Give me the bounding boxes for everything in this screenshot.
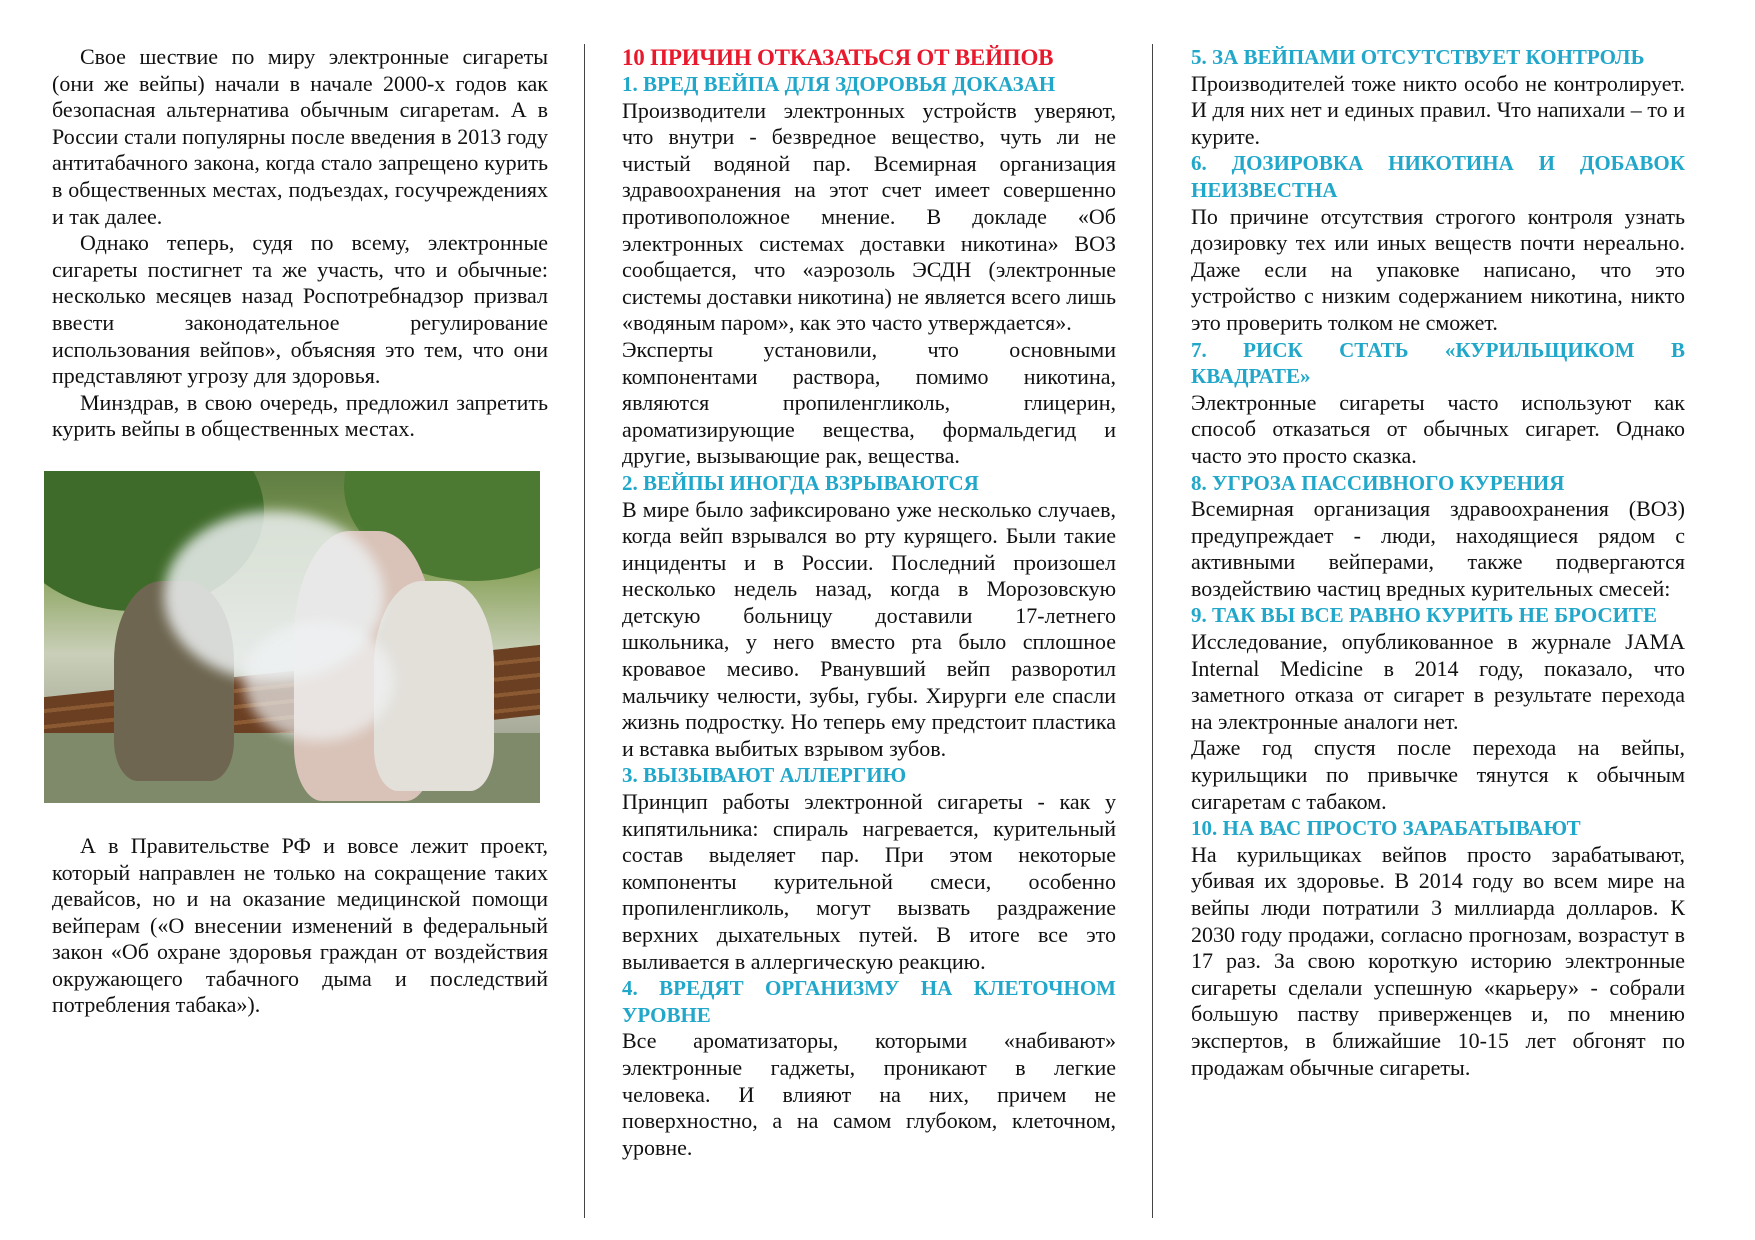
reason-10-heading: 10. НА ВАС ПРОСТО ЗАРАБАТЫВАЮТ [1191, 816, 1581, 841]
reason-9-text-2: Даже год спустя после перехода на вейпы, курильщики по привычке тянутся к обычным сигаретам с табаком. [1191, 735, 1685, 814]
main-title: 10 ПРИЧИН ОТКАЗАТЬСЯ ОТ ВЕЙПОВ [622, 45, 1054, 70]
reason-3-heading: 3. ВЫЗЫВАЮТ АЛЛЕРГИЮ [622, 763, 907, 788]
reason-1-text-2: Эксперты установили, что основными компонентами раствора, помимо никотина, являются пропиленгликоль, глицерин, ароматизирующие вещества, формальдегид и другие, вызывающие рак, вещества. [622, 336, 1116, 469]
vaping-people-photo [44, 471, 540, 803]
column-intro [52, 44, 548, 1019]
reason-7-heading: 7. РИСК СТАТЬ «КУРИЛЬЩИКОМ В КВАДРАТЕ» [1191, 337, 1685, 389]
intro-paragraph-4: А в Правительстве РФ и вовсе лежит проект, который направлен не только на сокращение таких девайсов, но и на оказание медицинской помощи вейперам («О внесении изменений в федеральный закон «Об охране здоровья граждан от воздействия окружающего табачного дыма и последствий потребления табака»). [52, 832, 548, 1018]
reason-8-text: Всемирная организация здравоохранения (ВОЗ) предупреждает - люди, находящиеся рядом с активными вейперами, также подвергаются воздействию частиц вредных курительных смесей: [1191, 496, 1685, 601]
reason-4-heading: 4. ВРЕДЯТ ОРГАНИЗМУ НА КЛЕТОЧНОМ УРОВНЕ [622, 976, 1116, 1027]
reason-9-heading: 9. ТАК ВЫ ВСЕ РАВНО КУРИТЬ НЕ БРОСИТЕ [1191, 603, 1657, 628]
reason-2-text: В мире было зафиксировано уже несколько случаев, когда вейп взрывался во рту курящего. Были такие инциденты и в России. Последний произошел несколько недель назад, когда в Морозовскую детскую больницу доставили 17-летнего школьника, у него вместо рта было сплошное кровавое месиво. Рванувший вейп разворотил мальчику челюсти, зубы, губы. Хирурги еле спасли жизнь подростку. Но теперь ему предстоит пластика и вставка выбитых взрывом зубов. [622, 496, 1116, 761]
reason-8-heading: 8. УГРОЗА ПАССИВНОГО КУРЕНИЯ [1191, 470, 1565, 495]
reason-5-heading: 5. ЗА ВЕЙПАМИ ОТСУТСТВУЕТ КОНТРОЛЬ [1191, 45, 1645, 69]
column-divider-left [584, 44, 585, 1218]
reason-2-heading: 2. ВЕЙПЫ ИНОГДА ВЗРЫВАЮТСЯ [622, 470, 979, 495]
reason-10-text: На курильщиках вейпов просто зарабатывают, убивая их здоровье. В 2014 году во всем мире на вейпы люди потратили 3 миллиарда долларов. К 2030 году продажи, согласно прогнозам, возрастут в 17 раз. За свою короткую историю электронные сигареты сделали успешную «карьеру» - собрали большую паству приверженцев и, по мнению экспертов, в ближайшие 10-15 лет обгонят по продажам обычные сигареты. [1191, 841, 1685, 1080]
column-divider-right [1152, 44, 1153, 1218]
reason-6-heading: 6. ДОЗИРОВКА НИКОТИНА И ДОБАВОК НЕИЗВЕСТНА [1191, 151, 1685, 202]
reason-6-text: По причине отсутствия строгого контроля узнать дозировку тех или иных веществ почти нереально. Даже если на упаковке написано, что это устройство с низким содержанием никотина, никто это проверить толком не сможет. [1191, 203, 1685, 335]
intro-paragraph-2: Однако теперь, судя по всему, электронные сигареты постигнет та же участь, что и обычные: несколько месяцев назад Роспотребнадзор призвал ввести законодательное регулирование использования вейпов», объясняя это тем, что они представляют угрозу для здоровья. [52, 230, 548, 389]
reason-3-text: Принцип работы электронной сигареты - как у кипятильника: спираль нагревается, курительный состав выделяет пар. При этом некоторые компоненты курительной смеси, особенно пропиленгликоль, могут вызвать раздражение верхних дыхательных путей. В итоге все это выливается в аллергическую реакцию. [622, 789, 1116, 974]
photo-smoke-cloud-2 [244, 621, 394, 741]
reason-4-text: Все ароматизаторы, которыми «набивают» электронные гаджеты, проникают в легкие человека. И влияют на них, причем не поверхностно, а на самом глубоком, клеточном, уровне. [622, 1028, 1116, 1160]
reason-9-text-1: Исследование, опубликованное в журнале JAMA Internal Medicine в 2014 году, показало, что заметного отказа от сигарет в результате перехода на электронные аналоги нет. [1191, 629, 1685, 734]
reason-1-heading: 1. ВРЕД ВЕЙПА ДЛЯ ЗДОРОВЬЯ ДОКАЗАН [622, 72, 1056, 96]
reason-1-text-1: Производители электронных устройств уверяют, что внутри - безвредное вещество, чуть ли не чистый водяной пар. Всемирная организация здравоохранения на этот счет имеет совершенно противоположное мнение. В докладе «Об электронных системах доставки никотина» ВОЗ сообщается, что «аэрозоль ЭСДН (электронные системы доставки никотина) не является всего лишь «водяным паром», как это часто утверждается». [622, 97, 1116, 336]
reason-5-text: Производителей тоже никто особо не контролирует. И для них нет и единых правил. Что напихали – то и курите. [1191, 70, 1685, 149]
column-reasons-5-10 [1191, 44, 1685, 1081]
intro-paragraph-1: Свое шествие по миру электронные сигареты (они же вейпы) начали в начале 2000-х годов как безопасная альтернатива обычным сигаретам. А в России стали популярны после введения в 2013 году антитабачного закона, когда стало запрещено курить в общественных местах, подъездах, госучреждениях и так далее. [52, 44, 548, 229]
reason-7-text: Электронные сигареты часто используют как способ отказаться от обычных сигарет. Однако часто это просто сказка. [1191, 389, 1685, 468]
intro-paragraph-3: Минздрав, в свою очередь, предложил запретить курить вейпы в общественных местах. [52, 389, 548, 442]
column-reasons-1-4 [622, 44, 1116, 1161]
